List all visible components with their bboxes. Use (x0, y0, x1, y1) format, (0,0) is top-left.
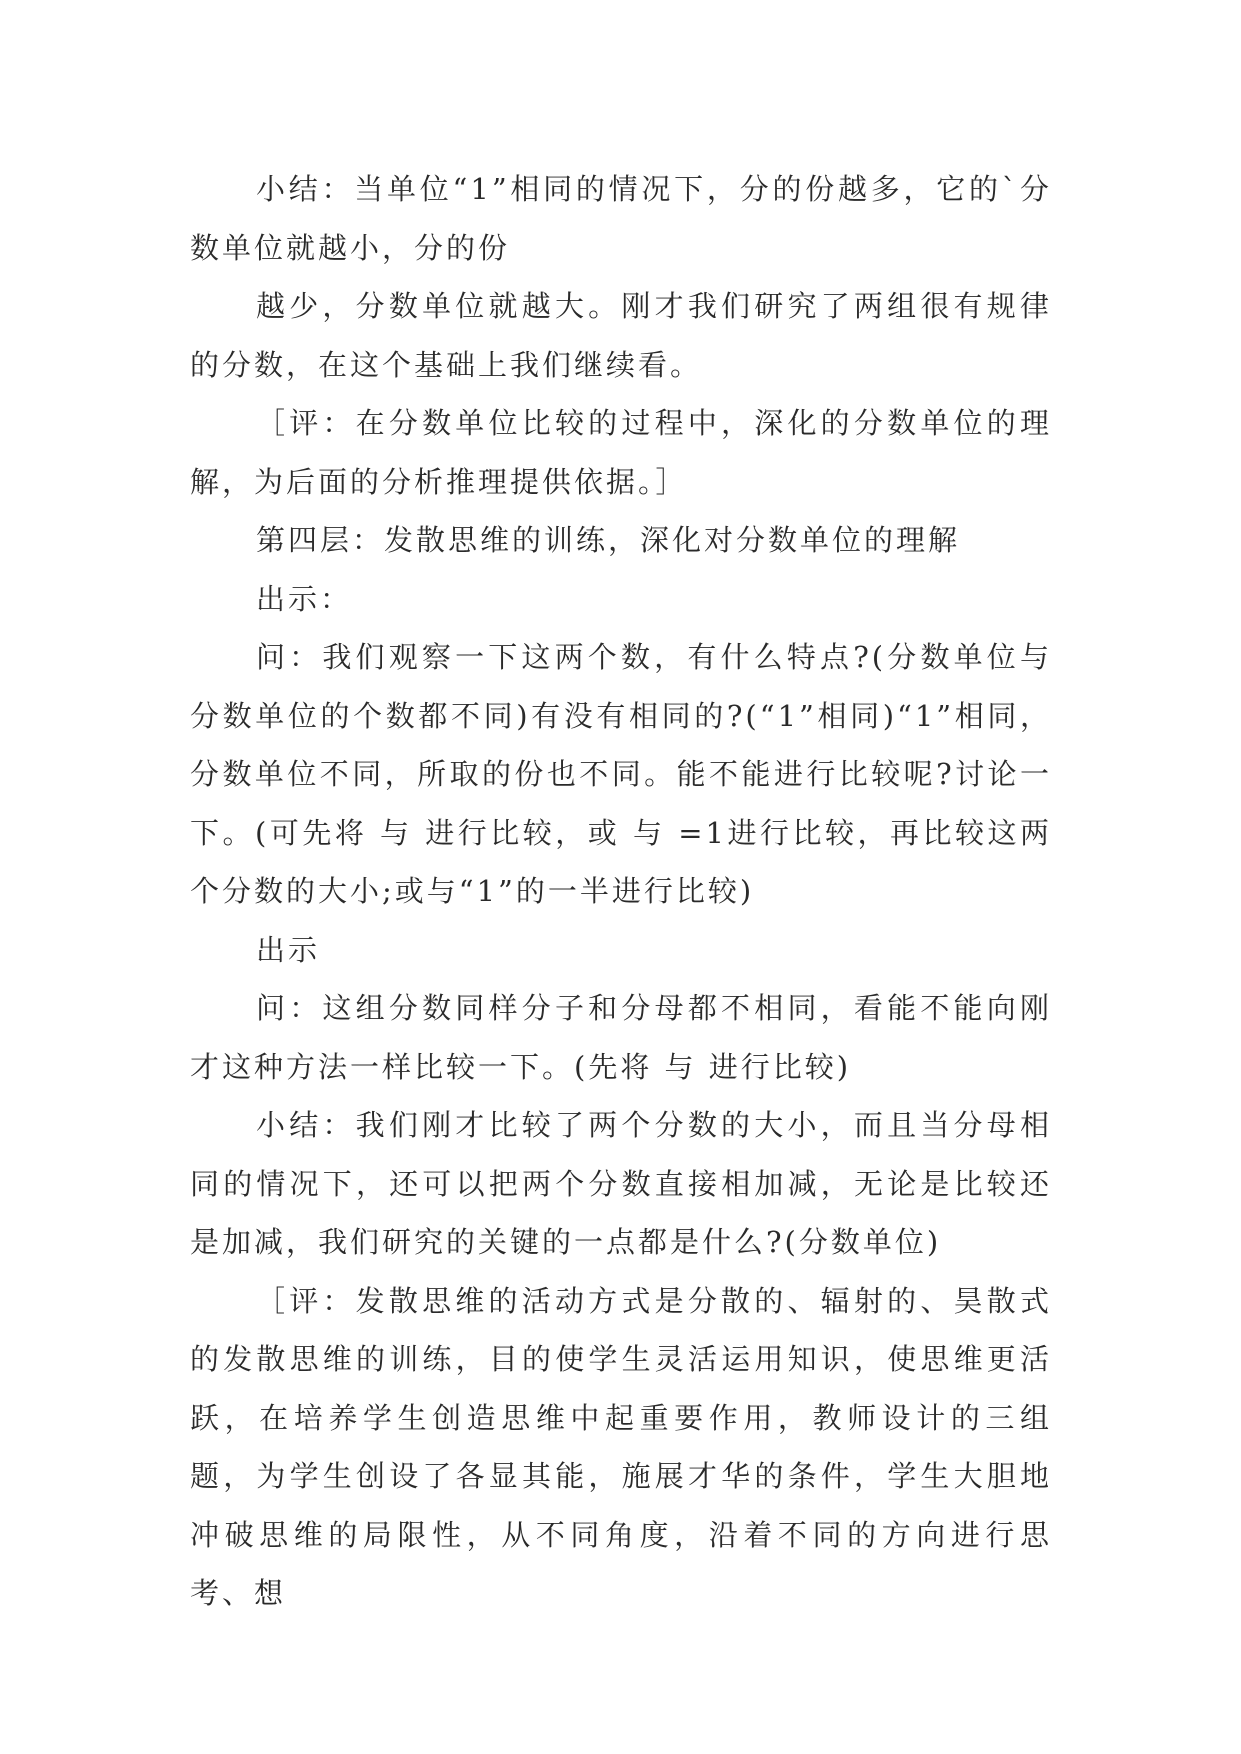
paragraph-show-2: 出示 (256, 932, 321, 967)
paragraph-summary-1: 小结：当单位“1”相同的情况下，分的份越多，它的`分数单位就越小，分的份 (190, 172, 1052, 265)
paragraph-level-four-heading: 第四层：发散思维的训练，深化对分数单位的理解 (256, 523, 961, 557)
paragraph-summary-2: 越少，分数单位就越大。刚才我们研究了两组很有规律的分数，在这个基础上我们继续看。 (190, 289, 1052, 382)
paragraph-comment-2: ［评：发散思维的活动方式是分散的、辐射的、昊散式的发散思维的训练，目的使学生灵活运用知识，使思维更活跃，在培养学生创造思维中起重要作用，教师设计的三组题，为学生创设了各显其能，施展才华的条件，学生大胆地冲破思维的局限性，从不同角度，沿着不同的方向进行思考、想 (190, 1283, 1052, 1610)
paragraph-summary-3: 小结：我们刚才比较了两个分数的大小，而且当分母相同的情况下，还可以把两个分数直接相加减，无论是比较还是加减，我们研究的关键的一点都是什么?(分数单位) (190, 1108, 1052, 1259)
paragraph-comment-1: ［评：在分数单位比较的过程中，深化的分数单位的理解，为后面的分析推理提供依据。］ (190, 406, 1052, 499)
paragraph-question-1: 问：我们观察一下这两个数，有什么特点?(分数单位与分数单位的个数都不同)有没有相同的?(“1”相同)“1”相同，分数单位不同，所取的份也不同。能不能进行比较呢?讨论一下。(可先将 与 进行比较，或 与 =1进行比较，再比较这两个分数的大小;或与“1”的一半进行比较) (190, 640, 1052, 908)
paragraph-show-1: 出示： (256, 581, 353, 616)
document-body (190, 160, 1052, 1623)
paragraph-question-2: 问：这组分数同样分子和分母都不相同，看能不能向刚才这种方法一样比较一下。(先将 与 进行比较) (190, 991, 1052, 1084)
